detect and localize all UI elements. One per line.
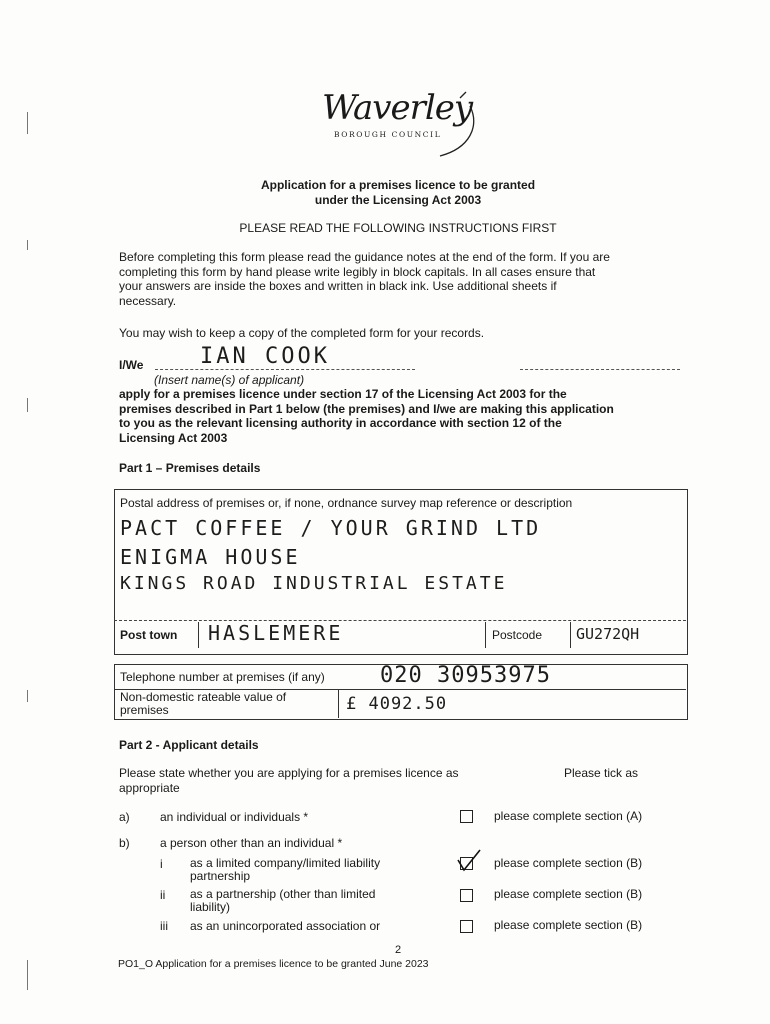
telephone-field[interactable]: 020 30953975 <box>380 663 551 688</box>
sub-option-ii-checkbox[interactable] <box>460 889 473 902</box>
statement-line: apply for a premises licence under section 17 of the Licensing Act 2003 for the <box>119 387 567 401</box>
sub-option-iii-text: as an unincorporated association or <box>190 919 381 933</box>
sub-option-iii-action: please complete section (B) <box>494 918 643 932</box>
instructions-heading: PLEASE READ THE FOLLOWING INSTRUCTIONS FIRST <box>239 221 557 235</box>
form-title-line1: Application for a premises licence to be granted <box>260 178 536 192</box>
rateable-label-line: Non-domestic rateable value of <box>120 690 287 704</box>
iwe-label: I/We <box>119 358 144 372</box>
rateable-divider <box>338 689 339 718</box>
form-title <box>0 178 770 208</box>
checkmark-icon <box>454 848 484 874</box>
option-b-marker: b) <box>119 836 130 850</box>
rateable-label-line: premises <box>120 703 169 717</box>
option-a-marker: a) <box>119 810 130 824</box>
part2-heading: Part 2 - Applicant details <box>119 738 259 752</box>
sub-option-line: partnership <box>190 869 251 883</box>
statement-line: premises described in Part 1 below (the premises) and I/we are making this application <box>119 401 614 416</box>
copy-note: You may wish to keep a copy of the completed form for your records. <box>119 326 485 340</box>
applicant-name-line <box>155 369 415 370</box>
instructions-line: Before completing this form please read the guidance notes at the end of the form. If you are <box>119 250 610 264</box>
telephone-label: Telephone number at premises (if any) <box>120 670 325 684</box>
form-footer: PO1_O Application for a premises licence to be granted June 2023 <box>118 958 429 970</box>
scan-margin-mark <box>27 690 28 702</box>
address-line-1[interactable]: PACT COFFEE / YOUR GRIND LTD <box>120 516 542 540</box>
option-a-text: an individual or individuals * <box>160 810 309 824</box>
logo-wordmark: Waverley <box>322 88 473 128</box>
scan-margin-mark <box>27 398 28 412</box>
question-line: Please state whether you are applying for a premises licence as <box>119 766 459 780</box>
scan-margin-mark <box>27 960 28 990</box>
address-divider <box>114 620 686 621</box>
part2-question <box>119 766 519 795</box>
insert-name-hint: (Insert name(s) of applicant) <box>154 373 305 387</box>
form-title-line2: under the Licensing Act 2003 <box>314 193 482 207</box>
postcode-label: Postcode <box>492 628 543 642</box>
option-a-action: please complete section (A) <box>494 809 643 823</box>
postal-address-label: Postal address of premises or, if none, ordnance survey map reference or description <box>120 496 573 510</box>
sub-option-i-action: please complete section (B) <box>494 856 643 870</box>
sub-option-line: as a partnership (other than limited <box>190 887 376 901</box>
sub-option-line: as a limited company/limited liability <box>190 856 381 870</box>
instructions-paragraph <box>119 250 699 308</box>
sub-option-i-marker: i <box>160 857 163 871</box>
instructions-line: necessary. <box>119 293 177 308</box>
tick-note: Please tick as <box>564 766 639 780</box>
scan-margin-mark <box>27 112 28 134</box>
statement-line: to you as the relevant licensing authority in accordance with section 12 of the <box>119 416 562 430</box>
scan-margin-mark <box>27 240 28 250</box>
instructions-line: completing this form by hand please write legibly in block capitals. In all cases ensure that <box>119 264 596 279</box>
option-b-text: a person other than an individual * <box>160 836 343 850</box>
part1-heading: Part 1 – Premises details <box>119 461 261 475</box>
postcode-field[interactable]: GU272QH <box>576 625 640 643</box>
sub-option-iii-marker: iii <box>160 919 168 933</box>
logo-subtitle: BOROUGH COUNCIL <box>334 130 442 139</box>
address-line-2[interactable]: ENIGMA HOUSE <box>120 545 301 569</box>
post-town-field[interactable]: HASLEMERE <box>208 621 344 645</box>
application-statement <box>119 387 719 445</box>
statement-line: Licensing Act 2003 <box>119 430 228 445</box>
instructions-line: your answers are inside the boxes and written in black ink. Use additional sheets if <box>119 279 557 293</box>
sub-option-ii-action: please complete section (B) <box>494 887 643 901</box>
page-number: 2 <box>394 944 402 956</box>
question-line: appropriate <box>119 780 180 795</box>
applicant-name-line-2 <box>520 369 680 370</box>
option-a-checkbox[interactable] <box>460 810 473 823</box>
address-line-3[interactable]: KINGS ROAD INDUSTRIAL ESTATE <box>120 573 508 594</box>
post-town-label: Post town <box>120 628 178 642</box>
sub-option-ii-marker: ii <box>160 888 166 902</box>
council-logo <box>320 86 480 166</box>
rateable-label <box>120 691 286 717</box>
rateable-value-field[interactable]: £ 4092.50 <box>346 694 448 714</box>
sub-option-i-text <box>190 857 380 883</box>
sub-option-line: liability) <box>190 900 231 914</box>
applicant-name-field[interactable]: IAN COOK <box>200 344 330 369</box>
sub-option-iii-checkbox[interactable] <box>460 920 473 933</box>
sub-option-ii-text <box>190 888 375 914</box>
